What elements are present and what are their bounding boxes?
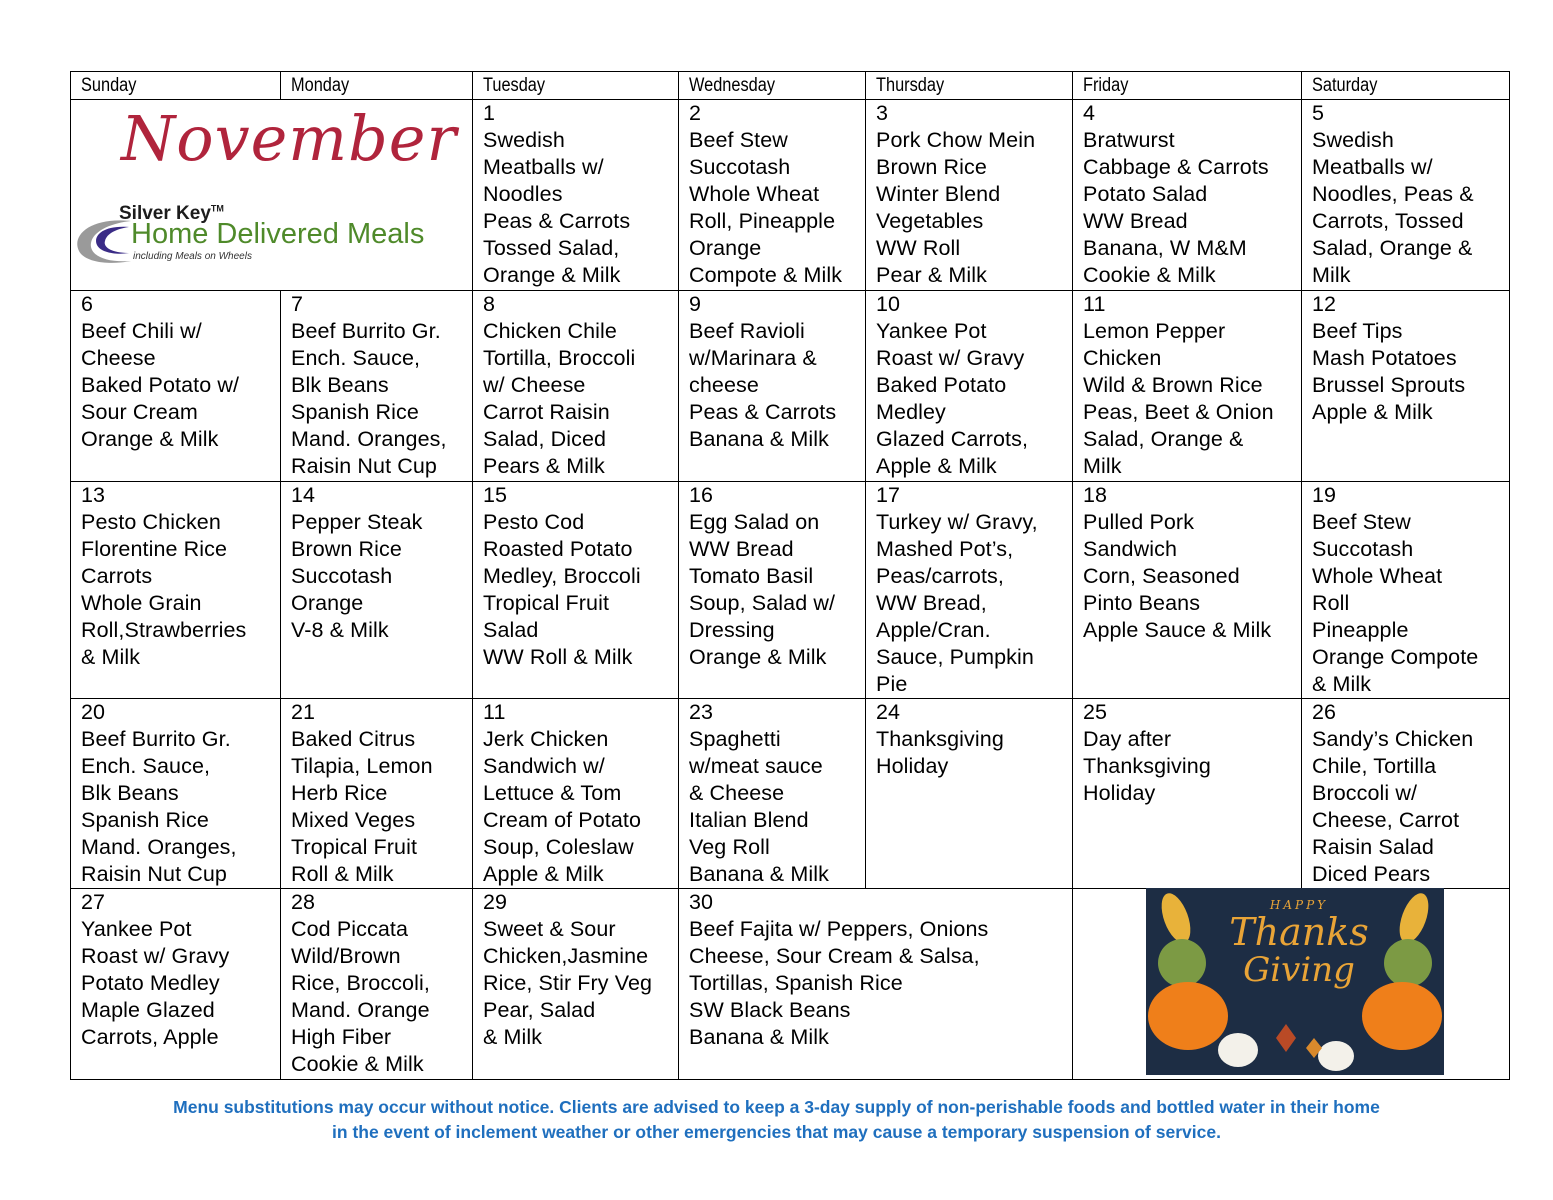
meal-item: Mash Potatoes <box>1312 346 1457 370</box>
meal-item: Peas, Beet & Onion <box>1083 400 1274 424</box>
meal-item: Noodles, Peas & <box>1312 182 1474 206</box>
meal-item: Chicken <box>1083 346 1162 370</box>
day-number: 14 <box>291 483 316 507</box>
meal-item: Diced Pears <box>1312 862 1431 886</box>
meal-item: Baked Potato <box>876 373 1007 397</box>
meal-item: Baked Potato w/ <box>81 373 240 397</box>
meal-list <box>291 916 462 1078</box>
day-number: 13 <box>81 483 106 507</box>
meal-item: Peas/carrots, <box>876 564 1004 588</box>
meal-item: cheese <box>689 373 759 397</box>
meal-item: Whole Wheat <box>689 182 820 206</box>
meal-item: Carrots <box>81 564 153 588</box>
meal-item: Pear, Salad <box>483 998 596 1022</box>
meal-list <box>483 726 668 888</box>
day-cell <box>71 889 281 1080</box>
meal-item: Pinto Beans <box>1083 591 1201 615</box>
meal-item: Beef Fajita w/ Peppers, Onions <box>689 917 989 941</box>
meal-item: Pesto Chicken <box>81 510 221 534</box>
meal-list <box>81 509 270 671</box>
meal-item: Cheese <box>81 346 156 370</box>
day-number: 2 <box>689 101 702 125</box>
meal-item: & Cheese <box>689 781 785 805</box>
meal-list <box>1312 127 1499 289</box>
meal-item: Tossed Salad, <box>483 236 620 260</box>
meal-item: Orange & Milk <box>483 263 621 287</box>
meal-item: & Milk <box>483 1025 543 1049</box>
meal-item: Roast w/ Gravy <box>81 944 230 968</box>
meal-item: Carrots, Tossed <box>1312 209 1464 233</box>
meal-item: Sandy’s Chicken <box>1312 727 1474 751</box>
weekday-friday: Friday <box>1073 72 1302 100</box>
meal-item: Blk Beans <box>81 781 179 805</box>
disclaimer-line: in the event of inclement weather or other emergencies that may cause a temporary suspension of service. <box>332 1122 1221 1142</box>
meal-item: Beef Burrito Gr. <box>81 727 231 751</box>
meal-item: Apple & Milk <box>876 454 997 478</box>
meal-item: Cookie & Milk <box>1083 263 1216 287</box>
meal-item: Meatballs w/ <box>1312 155 1433 179</box>
meal-item: Apple & Milk <box>1312 400 1433 424</box>
day-number: 20 <box>81 700 106 724</box>
weekday-wednesday: Wednesday <box>679 72 866 100</box>
weekday-monday: Monday <box>281 72 473 100</box>
meal-item: Pulled Pork <box>1083 510 1195 534</box>
meal-item: WW Bread, <box>876 591 987 615</box>
meal-item: Thanksgiving <box>1083 754 1211 778</box>
meal-list <box>1312 509 1499 698</box>
day-cell <box>1302 699 1510 889</box>
meal-item: Mand. Orange <box>291 998 430 1022</box>
day-number: 6 <box>81 292 94 316</box>
day-cell <box>281 889 473 1080</box>
meal-item: Mand. Oranges, <box>81 835 237 859</box>
meal-list <box>689 318 855 453</box>
meal-item: Beef Ravioli <box>689 319 805 343</box>
meal-list <box>291 509 462 644</box>
meal-item: Tropical Fruit <box>291 835 418 859</box>
meal-item: Tortillas, Spanish Rice <box>689 971 903 995</box>
meal-list <box>876 509 1062 698</box>
meal-item: Winter Blend <box>876 182 1001 206</box>
meal-item: Banana & Milk <box>689 427 829 451</box>
meal-item: Ench. Sauce, <box>291 346 421 370</box>
meal-item: Dressing <box>689 618 775 642</box>
meal-list <box>81 726 270 888</box>
meal-list <box>1083 127 1291 289</box>
meal-item: Lemon Pepper <box>1083 319 1226 343</box>
meal-item: Egg Salad on <box>689 510 820 534</box>
meal-item: Jerk Chicken <box>483 727 609 751</box>
meal-item: Carrots, Apple <box>81 1025 219 1049</box>
meal-list <box>1312 726 1499 888</box>
meal-item: Cheese, Sour Cream & Salsa, <box>689 944 980 968</box>
meal-item: Vegetables <box>876 209 984 233</box>
meal-item: Wild/Brown <box>291 944 401 968</box>
day-cell <box>281 291 473 482</box>
meal-item: Succotash <box>1312 537 1414 561</box>
meal-item: Orange & Milk <box>689 645 827 669</box>
meal-item: w/ Cheese <box>483 373 586 397</box>
program-name: Home Delivered Meals <box>131 218 425 250</box>
meal-item: Turkey w/ Gravy, <box>876 510 1038 534</box>
meal-item: Roasted Potato <box>483 537 633 561</box>
day-cell <box>866 100 1073 291</box>
day-number: 25 <box>1083 700 1108 724</box>
meal-item: Succotash <box>689 155 791 179</box>
meal-item: Salad, Diced <box>483 427 607 451</box>
day-cell <box>1302 100 1510 291</box>
meal-item: WW Bread <box>1083 209 1188 233</box>
meal-item: Yankee Pot <box>876 319 987 343</box>
week-row <box>71 291 1510 482</box>
day-cell <box>281 482 473 699</box>
meal-list <box>1083 509 1291 644</box>
day-cell <box>679 889 1073 1080</box>
meal-item: Tropical Fruit <box>483 591 610 615</box>
meal-item: Mashed Pot’s, <box>876 537 1014 561</box>
weekday-saturday: Saturday <box>1302 72 1510 100</box>
day-number: 19 <box>1312 483 1337 507</box>
meal-item: Whole Grain <box>81 591 202 615</box>
meal-list <box>876 127 1062 289</box>
meal-item: Pepper Steak <box>291 510 423 534</box>
day-cell <box>679 699 866 889</box>
day-number: 21 <box>291 700 316 724</box>
day-number: 9 <box>689 292 702 316</box>
meal-item: Pears & Milk <box>483 454 605 478</box>
meal-item: Tomato Basil <box>689 564 814 588</box>
meal-list <box>483 318 668 480</box>
meal-item: Broccoli w/ <box>1312 781 1418 805</box>
meal-item: Spanish Rice <box>291 400 419 424</box>
day-number: 7 <box>291 292 304 316</box>
meal-item: Salad, Orange & <box>1083 427 1244 451</box>
meal-item: Orange <box>291 591 364 615</box>
day-cell <box>473 291 679 482</box>
day-number: 17 <box>876 483 901 507</box>
meal-list <box>1083 726 1291 807</box>
day-number: 24 <box>876 700 901 724</box>
day-cell <box>473 482 679 699</box>
meal-item: Chicken Chile <box>483 319 617 343</box>
meal-item: Roll,Strawberries <box>81 618 247 642</box>
day-cell <box>1302 482 1510 699</box>
day-cell <box>71 482 281 699</box>
meal-item: SW Black Beans <box>689 998 851 1022</box>
meal-item: Potato Salad <box>1083 182 1208 206</box>
meal-item: Salad, Orange & <box>1312 236 1473 260</box>
meal-item: Salad <box>483 618 539 642</box>
meal-item: Tilapia, Lemon <box>291 754 433 778</box>
meal-item: Roast w/ Gravy <box>876 346 1025 370</box>
meal-item: WW Bread <box>689 537 794 561</box>
meal-list <box>483 127 668 289</box>
week-row <box>71 482 1510 699</box>
day-number: 28 <box>291 890 316 914</box>
meal-item: & Milk <box>1312 672 1372 696</box>
meal-item: Succotash <box>291 564 393 588</box>
month-title <box>121 102 457 175</box>
weekday-thursday: Thursday <box>866 72 1073 100</box>
thanksgiving-lettering: HAPPY Thanks Giving <box>1229 898 1369 990</box>
day-cell <box>473 889 679 1080</box>
meal-item: Meatballs w/ <box>483 155 604 179</box>
meal-item: Roll & Milk <box>291 862 394 886</box>
meal-item: Baked Citrus <box>291 727 416 751</box>
meal-item: Apple Sauce & Milk <box>1083 618 1272 642</box>
thanksgiving-illustration <box>1146 888 1444 1075</box>
day-cell <box>866 291 1073 482</box>
meal-item: Pineapple <box>1312 618 1409 642</box>
meal-item: WW Roll & Milk <box>483 645 633 669</box>
meal-list <box>291 318 462 480</box>
meal-list <box>689 726 855 888</box>
meal-item: Florentine Rice <box>81 537 228 561</box>
day-number: 16 <box>689 483 714 507</box>
logo-cell <box>71 100 473 291</box>
day-number: 26 <box>1312 700 1337 724</box>
day-cell <box>679 482 866 699</box>
meal-item: & Milk <box>81 645 141 669</box>
meal-list <box>1083 318 1291 480</box>
day-number: 15 <box>483 483 508 507</box>
meal-item: Rice, Stir Fry Veg <box>483 971 653 995</box>
day-number: 1 <box>483 101 496 125</box>
day-number: 5 <box>1312 101 1325 125</box>
meal-list <box>81 916 270 1051</box>
meal-list <box>689 916 1062 1051</box>
meal-item: Potato Medley <box>81 971 220 995</box>
meal-item: Bratwurst <box>1083 128 1175 152</box>
meal-item: Sandwich w/ <box>483 754 605 778</box>
disclaimer-footer <box>0 1095 1553 1145</box>
day-number: 3 <box>876 101 889 125</box>
meal-item: Lettuce & Tom <box>483 781 622 805</box>
program-tagline: including Meals on Wheels <box>133 251 252 262</box>
meal-list <box>483 509 668 671</box>
week-row <box>71 100 1510 291</box>
meal-item: WW Roll <box>876 236 961 260</box>
meal-item: Ench. Sauce, <box>81 754 211 778</box>
meal-list <box>689 127 855 289</box>
weekday-tuesday: Tuesday <box>473 72 679 100</box>
meal-item: Chicken,Jasmine <box>483 944 649 968</box>
meal-item: Soup, Coleslaw <box>483 835 634 859</box>
meal-item: Italian Blend <box>689 808 809 832</box>
meal-item: Corn, Seasoned <box>1083 564 1240 588</box>
meal-item: Medley, Broccoli <box>483 564 641 588</box>
meal-item: Noodles <box>483 182 563 206</box>
meal-item: Raisin Nut Cup <box>81 862 227 886</box>
meal-item: Swedish <box>483 128 565 152</box>
meal-item: Holiday <box>1083 781 1156 805</box>
day-cell <box>71 291 281 482</box>
meal-item: w/Marinara & <box>689 346 817 370</box>
meal-item: Herb Rice <box>291 781 388 805</box>
meal-item: Pork Chow Mein <box>876 128 1036 152</box>
meal-item: Brown Rice <box>876 155 987 179</box>
meal-item: Peas & Carrots <box>483 209 631 233</box>
meal-item: Cod Piccata <box>291 917 409 941</box>
meal-item: Sandwich <box>1083 537 1178 561</box>
day-number: 11 <box>1083 292 1106 316</box>
meal-item: Mixed Veges <box>291 808 416 832</box>
meal-item: Pear & Milk <box>876 263 988 287</box>
disclaimer-line: Menu substitutions may occur without notice. Clients are advised to keep a 3-day supply of non-perishable foods and bottled water in their home <box>173 1097 1380 1117</box>
meal-item: Brown Rice <box>291 537 402 561</box>
day-cell <box>1073 699 1302 889</box>
weekday-sunday: Sunday <box>71 72 281 100</box>
meal-item: Orange Compote <box>1312 645 1479 669</box>
meal-item: Raisin Salad <box>1312 835 1434 859</box>
meal-list <box>291 726 462 888</box>
week-row <box>71 699 1510 889</box>
day-cell <box>1302 291 1510 482</box>
meal-item: Beef Stew <box>689 128 788 152</box>
meal-item: Thanksgiving <box>876 727 1004 751</box>
day-cell <box>473 699 679 889</box>
meal-item: Carrot Raisin <box>483 400 610 424</box>
meal-item: V-8 & Milk <box>291 618 389 642</box>
meal-item: Tortilla, Broccoli <box>483 346 636 370</box>
meal-item: Veg Roll <box>689 835 770 859</box>
day-cell <box>473 100 679 291</box>
meal-item: Roll, Pineapple <box>689 209 836 233</box>
weekday-header-row <box>71 72 1510 100</box>
meal-item: Swedish <box>1312 128 1394 152</box>
meal-list <box>483 916 668 1051</box>
meal-item: Beef Tips <box>1312 319 1403 343</box>
day-number: 11 <box>483 700 506 724</box>
day-number: 4 <box>1083 101 1096 125</box>
day-cell <box>281 699 473 889</box>
meal-item: Soup, Salad w/ <box>689 591 836 615</box>
meal-item: Beef Chili w/ <box>81 319 202 343</box>
meal-item: Sour Cream <box>81 400 198 424</box>
meal-list <box>876 318 1062 480</box>
meal-item: Day after <box>1083 727 1172 751</box>
meal-item: Sauce, Pumpkin <box>876 645 1034 669</box>
day-number: 29 <box>483 890 508 914</box>
meal-item: Orange & Milk <box>81 427 219 451</box>
day-number: 23 <box>689 700 714 724</box>
day-number: 8 <box>483 292 496 316</box>
meal-item: Rice, Broccoli, <box>291 971 430 995</box>
meal-list <box>1312 318 1499 426</box>
meal-item: Spanish Rice <box>81 808 209 832</box>
day-number: 27 <box>81 890 106 914</box>
meal-item: Whole Wheat <box>1312 564 1443 588</box>
day-cell <box>1073 482 1302 699</box>
meal-list <box>81 318 270 453</box>
meal-item: Apple/Cran. <box>876 618 991 642</box>
day-number: 18 <box>1083 483 1108 507</box>
meal-item: Raisin Nut Cup <box>291 454 437 478</box>
meal-item: Yankee Pot <box>81 917 192 941</box>
meal-item: Wild & Brown Rice <box>1083 373 1263 397</box>
meal-item: Peas & Carrots <box>689 400 837 424</box>
day-cell <box>1073 100 1302 291</box>
day-cell <box>71 699 281 889</box>
day-number: 30 <box>689 890 714 914</box>
meal-item: Blk Beans <box>291 373 389 397</box>
meal-item: Chile, Tortilla <box>1312 754 1437 778</box>
meal-item: Sweet & Sour <box>483 917 616 941</box>
meal-item: Milk <box>1083 454 1122 478</box>
meal-item: Brussel Sprouts <box>1312 373 1466 397</box>
meal-item: Orange <box>689 236 762 260</box>
meal-item: Compote & Milk <box>689 263 843 287</box>
meal-item: Spaghetti <box>689 727 781 751</box>
meal-item: Glazed Carrots, <box>876 427 1029 451</box>
brand-name: Silver Key™ <box>119 203 224 224</box>
meal-item: Beef Burrito Gr. <box>291 319 441 343</box>
meal-item: Cookie & Milk <box>291 1052 424 1076</box>
meal-list <box>876 726 1062 780</box>
meal-item: Maple Glazed <box>81 998 215 1022</box>
meal-item: Banana, W M&M <box>1083 236 1247 260</box>
meal-list <box>689 509 855 671</box>
meal-item: Milk <box>1312 263 1351 287</box>
month-title-text: November <box>121 102 458 175</box>
meal-item: Medley <box>876 400 946 424</box>
meal-item: Pesto Cod <box>483 510 585 534</box>
meal-item: Mand. Oranges, <box>291 427 447 451</box>
day-cell <box>679 291 866 482</box>
day-cell <box>1073 291 1302 482</box>
meal-item: Beef Stew <box>1312 510 1411 534</box>
meal-item: w/meat sauce <box>689 754 823 778</box>
day-number: 10 <box>876 292 901 316</box>
meal-item: High Fiber <box>291 1025 392 1049</box>
meal-item: Holiday <box>876 754 949 778</box>
day-cell <box>866 699 1073 889</box>
meal-item: Banana & Milk <box>689 1025 829 1049</box>
day-number: 12 <box>1312 292 1337 316</box>
meal-item: Apple & Milk <box>483 862 604 886</box>
day-cell <box>679 100 866 291</box>
meal-item: Pie <box>876 672 908 696</box>
meal-item: Banana & Milk <box>689 862 829 886</box>
meal-item: Roll <box>1312 591 1350 615</box>
meal-item: Cabbage & Carrots <box>1083 155 1269 179</box>
day-cell <box>866 482 1073 699</box>
meal-item: Cheese, Carrot <box>1312 808 1460 832</box>
meal-item: Cream of Potato <box>483 808 642 832</box>
